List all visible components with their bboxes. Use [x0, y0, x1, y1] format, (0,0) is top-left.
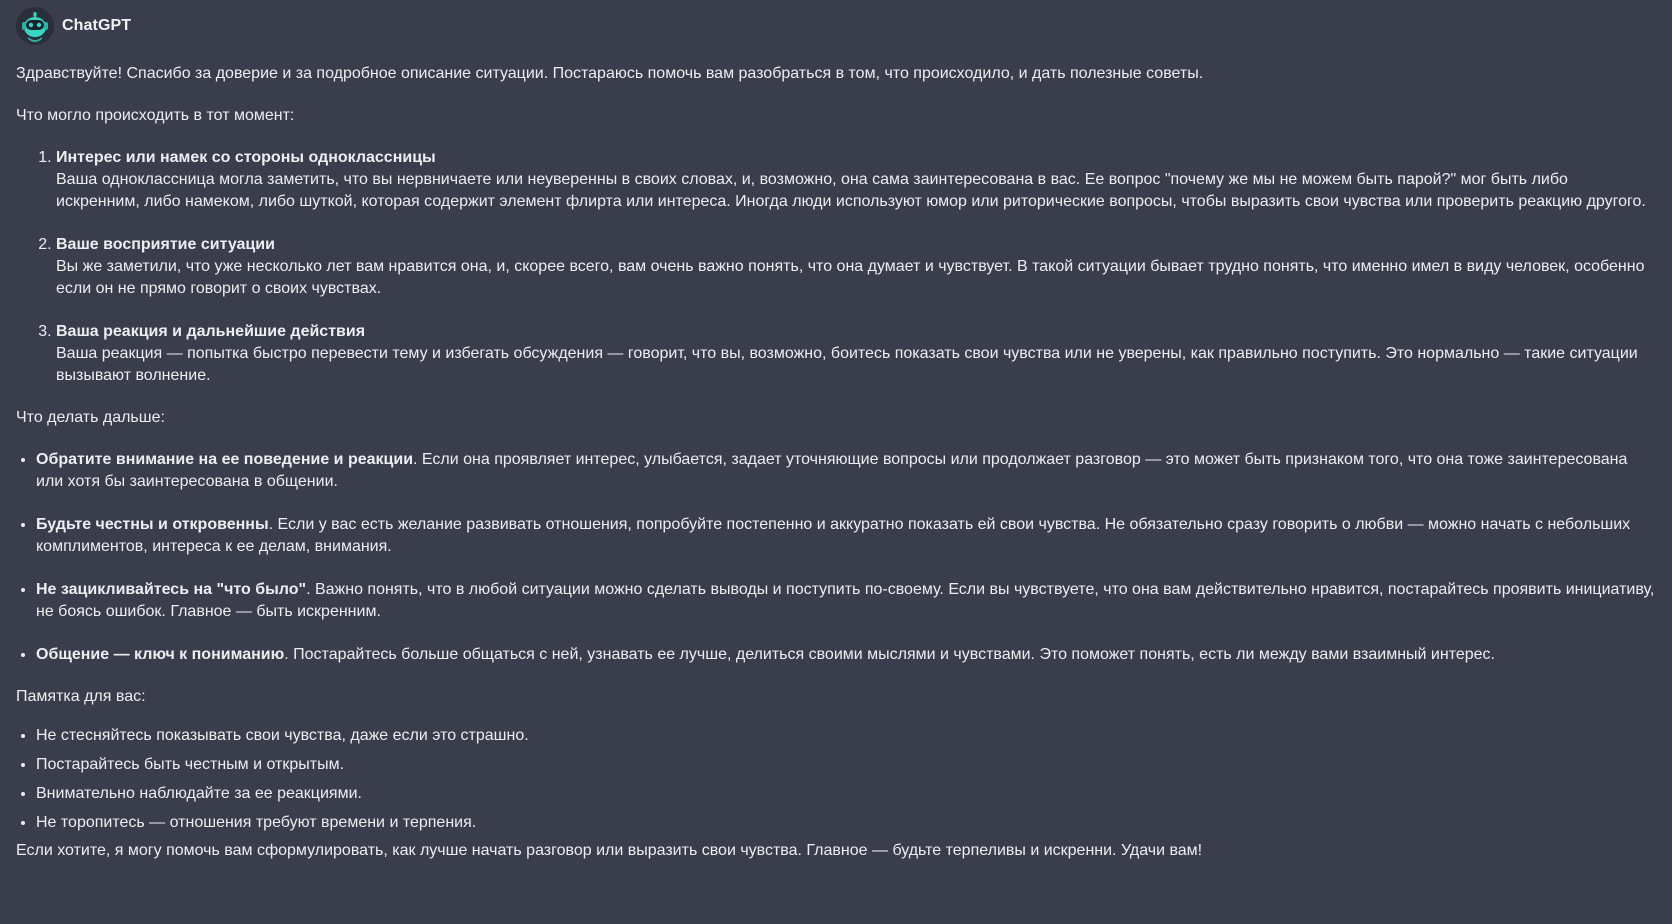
tip-text: . Если у вас есть желание развивать отношения, попробуйте постепенно и аккуратно показать ей свои чувства. Не обязательно сразу говорить о любви — можно начать с небольших комплиментов, интереса к ее делам, внимания.	[36, 516, 1631, 555]
list-item: • Постарайтесь быть честным и открытым.	[36, 754, 1656, 776]
item-title: 1. Интерес или намек со стороны одноклассницы	[56, 149, 436, 166]
sender-name: ChatGPT	[62, 17, 132, 34]
list-item	[36, 449, 1656, 493]
list-item	[36, 644, 1656, 666]
numbered-list	[16, 147, 1656, 387]
tip-text: . Постарайтесь больше общаться с ней, узнавать ее лучше, делиться своими мыслями и чувствами. Это поможет понять, есть ли между вами взаимный интерес.	[284, 646, 1495, 663]
message-body	[16, 63, 1656, 862]
list-item: • Внимательно наблюдайте за ее реакциями.	[36, 783, 1656, 805]
item-body: Ваша реакция — попытка быстро перевести тему и избегать обсуждения — говорит, что вы, возможно, боитесь показать свои чувства или не уверены, как правильно поступить. Это нормально — такие ситуации вызывают волнение.	[56, 345, 1638, 384]
item-title: 3. Ваша реакция и дальнейшие действия	[56, 323, 366, 340]
memo-list	[16, 725, 1656, 834]
section-heading-what-happened: Что могло происходить в тот момент:	[16, 107, 295, 124]
list-item	[56, 147, 1656, 213]
item-title: 2. Ваше восприятие ситуации	[56, 236, 275, 253]
section-heading-next-steps: Что делать дальше:	[16, 409, 165, 426]
tip-text: . Если она проявляет интерес, улыбается, задает уточняющие вопросы или продолжает разговор — это может быть признаком того, что она тоже заинтересована или хотя бы заинтересована в общении.	[36, 451, 1628, 490]
list-item	[56, 321, 1656, 387]
list-item: • Не торопитесь — отношения требуют времени и терпения.	[36, 812, 1656, 834]
item-body: Вы же заметили, что уже несколько лет вам нравится она, и, скорее всего, вам очень важно понять, что она думает и чувствует. В такой ситуации бывает трудно понять, что именно имел в виду человек, особенно если он не прямо говорит о своих чувствах.	[56, 258, 1645, 297]
list-item	[56, 234, 1656, 300]
section-heading-memo: Памятка для вас:	[16, 688, 146, 705]
tip-bold: Не зацикливайтесь на "что было"	[36, 581, 307, 598]
tip-bold: Будьте честны и откровенны	[36, 516, 269, 533]
message-header	[16, 6, 1656, 46]
list-item	[36, 579, 1656, 623]
robot-avatar-icon	[16, 7, 54, 45]
item-body: Ваша одноклассница могла заметить, что вы нервничаете или неуверенны в своих словах, и, возможно, она сама заинтересована в вас. Ее вопрос "почему же мы не можем быть парой?" мог быть либо искренним, либо намеком, либо шуткой, которая содержит элемент флирта или интереса. Иногда люди используют юмор или риторические вопросы, чтобы выразить свои чувства или проверить реакцию другого.	[56, 171, 1646, 210]
list-item	[36, 514, 1656, 558]
list-item: • Не стесняйтесь показывать свои чувства, даже если это страшно.	[36, 725, 1656, 747]
closing-paragraph: Если хотите, я могу помочь вам сформулировать, как лучше начать разговор или выразить свои чувства. Главное — будьте терпеливы и искренни. Удачи вам!	[16, 842, 1203, 859]
tip-bold: Общение — ключ к пониманию	[36, 646, 285, 663]
tip-text: . Важно понять, что в любой ситуации можно сделать выводы и поступить по-своему. Если вы чувствуете, что она вам действительно нравится, постарайтесь проявить инициативу, не боясь ошибок. Главное — быть искренним.	[36, 581, 1655, 620]
tips-list	[16, 449, 1656, 666]
tip-bold: Обратите внимание на ее поведение и реакции	[36, 451, 414, 468]
intro-paragraph: Здравствуйте! Спасибо за доверие и за подробное описание ситуации. Постараюсь помочь вам разобраться в том, что происходило, и дать полезные советы.	[16, 65, 1204, 82]
